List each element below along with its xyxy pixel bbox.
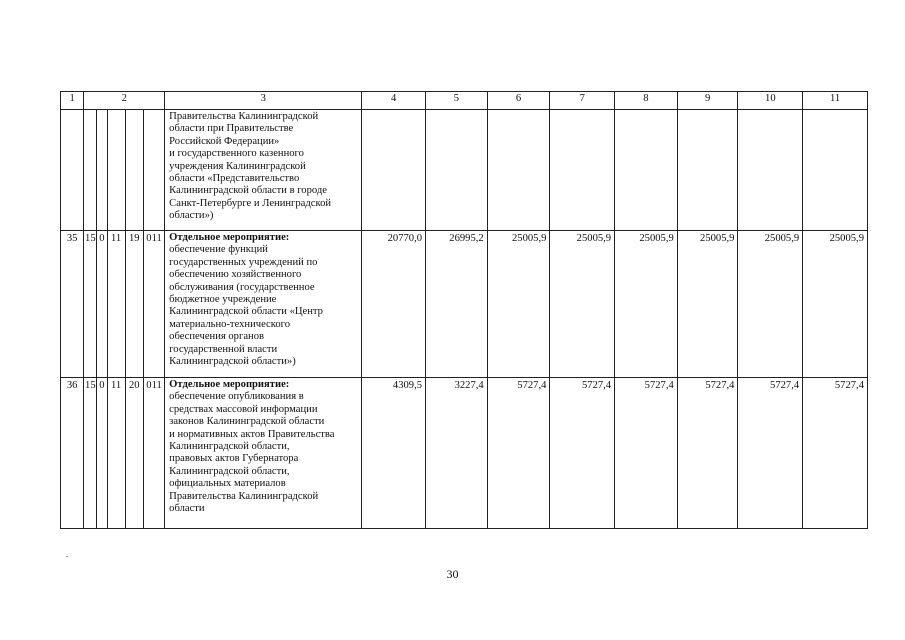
- description-cell: [165, 231, 362, 378]
- value-cell: 20770,0: [362, 231, 426, 378]
- budget-table: [60, 91, 868, 529]
- value-cell: 25005,9: [615, 231, 678, 378]
- description-cell: [165, 110, 362, 231]
- header-row: [61, 92, 868, 110]
- code-cell: 011: [143, 231, 164, 378]
- code-cell: [107, 110, 125, 231]
- description-line: области»): [169, 210, 214, 222]
- description-line: Санкт-Петербурге и Ленинградской: [169, 197, 332, 209]
- description-line: бюджетное учреждение: [169, 294, 277, 306]
- value-cell: 5727,4: [550, 378, 615, 529]
- value-cell: [738, 110, 803, 231]
- description-line: Калининградской области,: [169, 441, 290, 453]
- description-line: Калининградской области»): [169, 356, 296, 368]
- value-cell: 5727,4: [803, 378, 868, 529]
- value-cell: 5727,4: [615, 378, 678, 529]
- description-line: государственной власти: [169, 343, 278, 355]
- description-line: Калининградской области,: [169, 465, 290, 477]
- code-cell: 11: [107, 378, 125, 529]
- value-cell: [615, 110, 678, 231]
- code-cell: 011: [143, 378, 164, 529]
- code-cell: 15: [84, 378, 97, 529]
- description-line: обеспечение функций: [169, 244, 268, 256]
- value-cell: 26995,2: [426, 231, 488, 378]
- description-line: области: [169, 503, 205, 515]
- description-line: обеспечение опубликования в: [169, 391, 304, 403]
- value-cell: 25005,9: [677, 231, 738, 378]
- value-cell: 25005,9: [803, 231, 868, 378]
- code-cell: 11: [107, 231, 125, 378]
- column-header: 8: [615, 92, 678, 110]
- description-line: Российской Федерации»: [169, 135, 280, 147]
- value-cell: 25005,9: [487, 231, 550, 378]
- column-header: 3: [165, 92, 362, 110]
- value-cell: 4309,5: [362, 378, 426, 529]
- code-cell: [84, 110, 97, 231]
- column-header: 2: [84, 92, 165, 110]
- description-line: обеспечению хозяйственного: [169, 269, 302, 281]
- table-row: [61, 378, 868, 529]
- description-line: Калининградской области «Центр: [169, 306, 323, 318]
- value-cell: [362, 110, 426, 231]
- description-line: законов Калининградской области: [169, 416, 325, 428]
- value-cell: [487, 110, 550, 231]
- code-cell: 20: [125, 378, 143, 529]
- description-line: Правительства Калининградской: [169, 490, 319, 502]
- value-cell: [550, 110, 615, 231]
- column-header: 4: [362, 92, 426, 110]
- value-cell: [803, 110, 868, 231]
- value-cell: 5727,4: [738, 378, 803, 529]
- description-cell: [165, 378, 362, 529]
- description-line: Калининградской области в городе: [169, 185, 327, 197]
- description-line: средствах массовой информации: [169, 403, 318, 415]
- page-number: 30: [446, 567, 459, 581]
- description-line: материально-технического: [169, 318, 291, 330]
- description-line: и государственного казенного: [169, 148, 304, 160]
- value-cell: [426, 110, 488, 231]
- code-cell: 15: [84, 231, 97, 378]
- code-cell: [125, 110, 143, 231]
- column-header: 9: [677, 92, 738, 110]
- column-header: 10: [738, 92, 803, 110]
- column-header: 1: [61, 92, 84, 110]
- code-cell: 0: [97, 231, 107, 378]
- value-cell: 25005,9: [550, 231, 615, 378]
- description-line: обслуживания (государственное: [169, 281, 315, 293]
- column-header: 7: [550, 92, 615, 110]
- column-header: 11: [803, 92, 868, 110]
- scan-speck: [66, 556, 68, 557]
- description-line: учреждения Калининградской: [169, 160, 306, 172]
- description-line: государственных учреждений по: [169, 256, 318, 268]
- table-row: [61, 110, 868, 231]
- value-cell: 3227,4: [426, 378, 488, 529]
- description-line: и нормативных актов Правительства: [169, 428, 335, 440]
- value-cell: 5727,4: [487, 378, 550, 529]
- column-header: 5: [426, 92, 488, 110]
- description-line: официальных материалов: [169, 478, 286, 490]
- description-heading: Отдельное мероприятие:: [169, 232, 290, 243]
- description-heading: Отдельное мероприятие:: [169, 379, 290, 390]
- table-row: [61, 231, 868, 378]
- description-line: обеспечения органов: [169, 331, 264, 343]
- value-cell: [677, 110, 738, 231]
- code-cell: [97, 110, 107, 231]
- value-cell: 25005,9: [738, 231, 803, 378]
- description-line: области при Правительстве: [169, 123, 294, 135]
- code-cell: 35: [61, 231, 84, 378]
- code-cell: 36: [61, 378, 84, 529]
- code-cell: [61, 110, 84, 231]
- description-line: области «Представительство: [169, 173, 300, 185]
- value-cell: 5727,4: [677, 378, 738, 529]
- code-cell: 0: [97, 378, 107, 529]
- description-line: Правительства Калининградской: [169, 111, 319, 122]
- code-cell: 19: [125, 231, 143, 378]
- column-header: 6: [487, 92, 550, 110]
- code-cell: [143, 110, 164, 231]
- description-line: правовых актов Губернатора: [169, 453, 299, 465]
